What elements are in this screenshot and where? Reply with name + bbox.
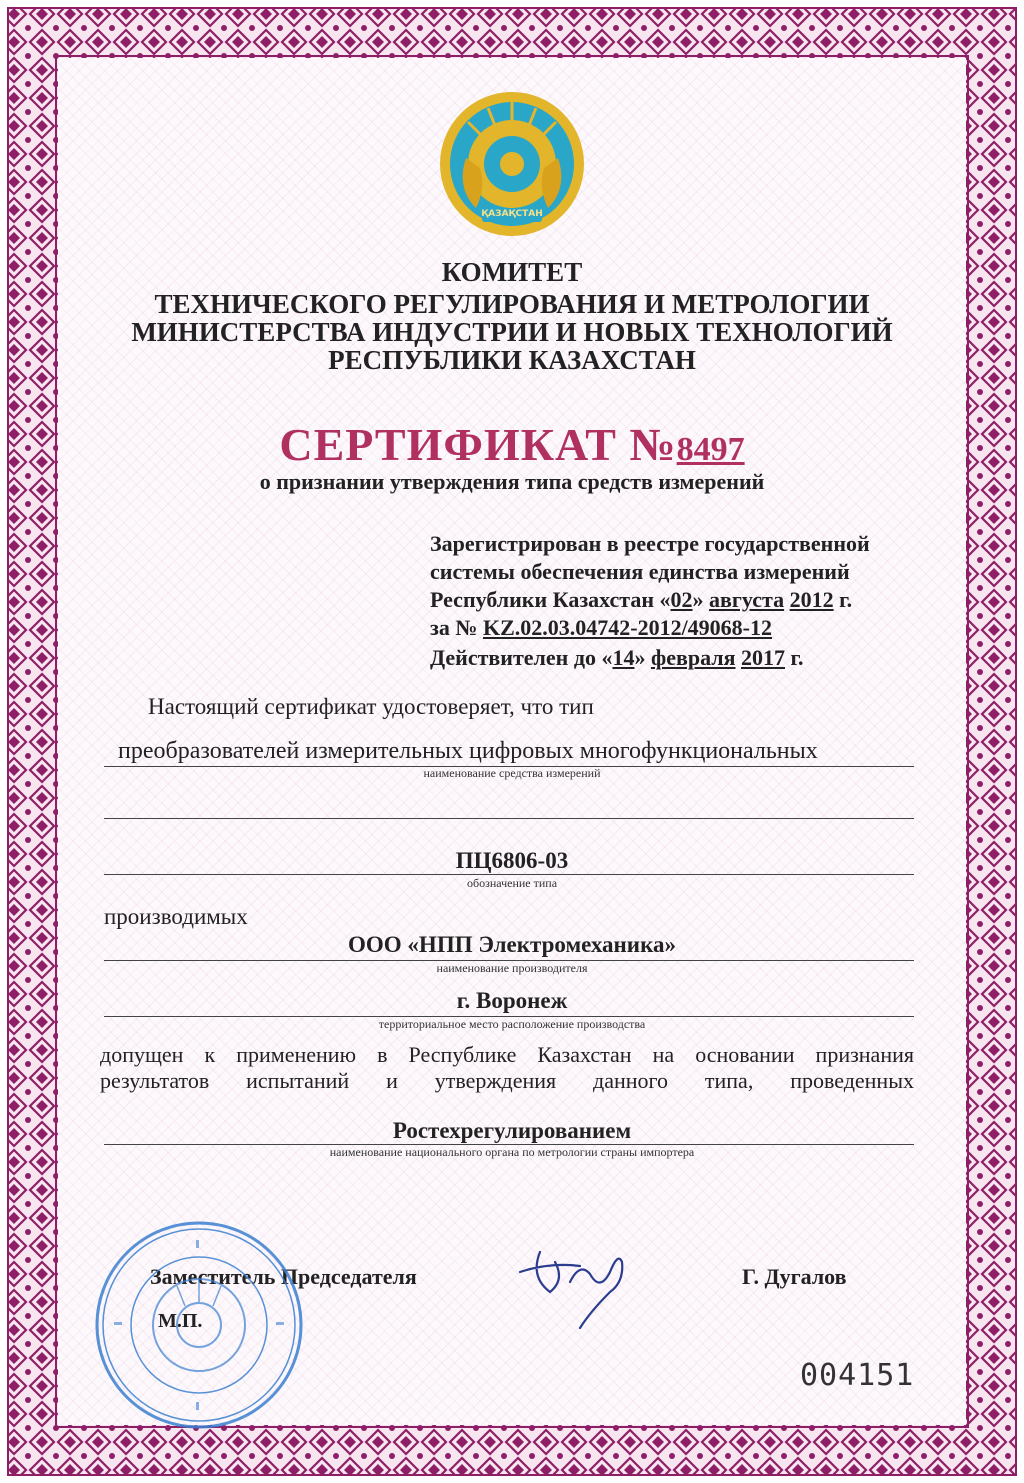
location-hint: территориальное место расположение производства (378, 1017, 646, 1031)
produced-label: производимых (104, 904, 248, 929)
valid-prefix: Действителен до « (430, 645, 613, 670)
admitted-line-1: допущен к применению в Республике Казахстан на основании признания (100, 1042, 914, 1067)
header-line-4: РЕСПУБЛИКИ КАЗАХСТАН (328, 345, 696, 375)
intro-text: Настоящий сертификат удостоверяет, что тип (148, 694, 594, 719)
reg-date-mid: » (692, 587, 710, 612)
registration-line-2: системы обеспечения единства измерений (430, 559, 850, 584)
reg-date-prefix: Республики Казахстан « (430, 587, 671, 612)
registration-line-3 (430, 586, 970, 614)
reg-year: 2012 (789, 587, 834, 612)
reg-number-prefix: за № (430, 615, 483, 640)
instrument-hint: наименование средства измерений (423, 766, 601, 780)
registration-line-5 (430, 644, 970, 672)
official-stamp-icon (92, 1218, 306, 1432)
instrument-name: преобразователей измерительных цифровых многофункциональных (118, 738, 818, 764)
manufacturer-hint: наименование производителя (436, 961, 588, 975)
type-designation: ПЦ6806-03 (455, 848, 569, 873)
header-line-1: КОМИТЕТ (441, 257, 583, 287)
registration-line-4 (430, 614, 970, 642)
registration-line-1: Зарегистрирован в реестре государственной (430, 531, 870, 556)
header-line-3: МИНИСТЕРСТВА ИНДУСТРИИ И НОВЫХ ТЕХНОЛОГИЙ (131, 317, 893, 347)
valid-suffix: г. (785, 645, 804, 670)
certificate-title (100, 418, 924, 471)
signatory-name: Г. Дугалов (742, 1264, 847, 1289)
handwritten-signature (510, 1232, 640, 1332)
emblem-caption: ҚАЗАҚСТАН (481, 209, 543, 219)
certificate-title-text: СЕРТИФИКАТ № (279, 419, 677, 470)
certificate-subtitle: о признании утверждения типа средств измерений (259, 469, 765, 494)
certificate-number: 8497 (676, 431, 745, 468)
reg-date-suffix: г. (833, 587, 853, 612)
type-rule (104, 874, 914, 875)
type-hint: обозначение типа (466, 876, 558, 890)
reg-day: 02 (670, 587, 693, 612)
admitted-line-2: результатов испытаний и утверждения данного типа, проведенных (100, 1068, 914, 1093)
authority-hint: наименование национального органа по метрологии страны импортера (329, 1145, 695, 1159)
valid-day: 14 (612, 645, 635, 670)
valid-year: 2017 (741, 645, 786, 670)
serial-number: 004151 (800, 1358, 915, 1393)
header-line-2: ТЕХНИЧЕСКОГО РЕГУЛИРОВАНИЯ И МЕТРОЛОГИИ (154, 289, 870, 319)
valid-month: февраля (650, 645, 736, 670)
manufacturer-name: ООО «НПП Электромеханика» (348, 932, 676, 957)
seal-mark: М.П. (158, 1310, 203, 1332)
signatory-position: Заместитель Председателя (150, 1264, 417, 1289)
metrology-authority: Ростехрегулированием (392, 1118, 632, 1143)
instrument-rule-2 (104, 818, 914, 819)
production-location: г. Воронеж (456, 988, 568, 1013)
reg-number: KZ.02.03.04742-2012/49068-12 (482, 615, 773, 640)
reg-month: августа (709, 587, 785, 612)
valid-mid: » (634, 645, 651, 670)
